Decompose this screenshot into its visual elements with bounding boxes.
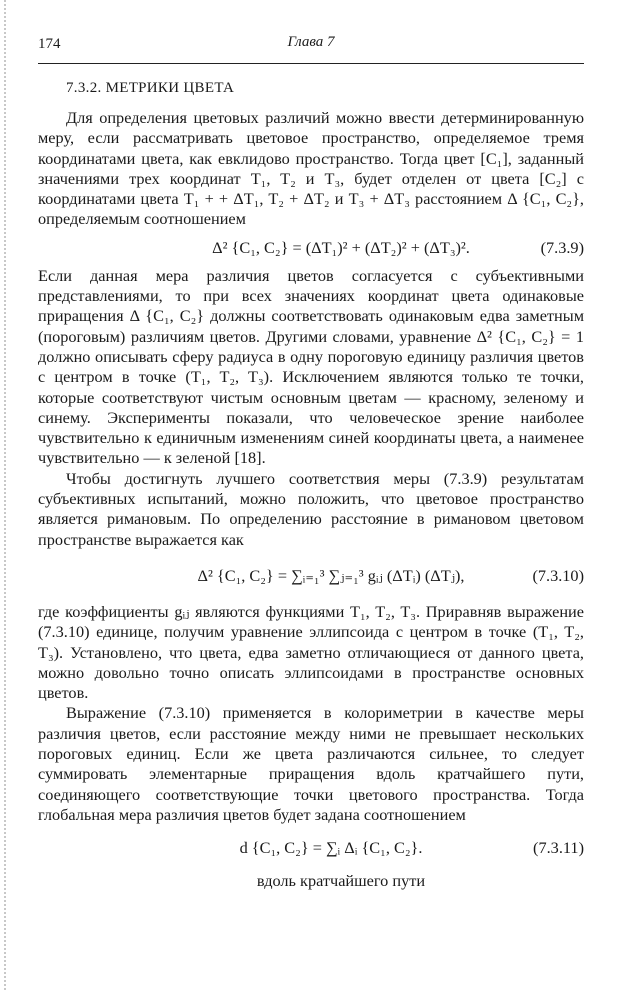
paragraph-5: Выражение (7.3.10) применяется в колориметрии в качестве меры различия цветов, если расстояние между ними не превышает нескольких пороговых единиц. Если же цвета различаются сильнее, то следует суммировать элементарные приращения вдоль кратчайшего пути, соединяющего соответствующие точки цветового пространства. Тогда глобальная мера различия цветов будет задана соотношением: [38, 703, 584, 824]
body-text: [38, 108, 584, 892]
equation-7-3-10: [78, 550, 584, 602]
equation-7-3-9: [98, 230, 584, 266]
page-header: [38, 28, 584, 50]
paragraph-3: Чтобы достигнуть лучшего соответствия меры (7.3.9) результатам субъективных испытаний, можно положить, что цветовое пространство является римановым. По определению расстояние в римановом цветовом пространстве выражается как: [38, 468, 584, 549]
equation-caption: вдоль кратчайшего пути: [256, 871, 426, 891]
equation-number: (7.3.9): [540, 237, 584, 257]
equation-expression: d {C₁, C₂} = ∑ᵢ Δᵢ {C₁, C₂}.: [239, 838, 423, 858]
paragraph-4: где коэффициенты gᵢⱼ являются функциями T₁, T₂, T₃. Приравняв выражение (7.3.10) единице, получим уравнение эллипсоида с центром в точке (T₁, T₂, T₃). Установлено, что цвета, едва заметно отличающиеся от данного цвета, можно довольно точно описать эллипсоидами в пространстве основных цветов.: [38, 601, 584, 703]
equation-7-3-11: [78, 825, 584, 871]
book-page: [38, 28, 584, 891]
equation-expression: Δ² {C₁, C₂} = ∑ᵢ₌₁³ ∑ⱼ₌₁³ gᵢⱼ (ΔTᵢ) (ΔTⱼ),: [197, 565, 465, 585]
page-number: 174: [38, 36, 61, 52]
header-rule: [38, 63, 584, 64]
equation-number: (7.3.10): [532, 565, 584, 585]
paragraph-1: Для определения цветовых различий можно ввести детерминированную меру, если рассматривать цветовое пространство, определяемое тремя координатами цвета, как евклидово пространство. Тогда цвет [C₁], заданный значениями трех координат T₁, T₂ и T₃, будет отделен от цвета [C₂] с координатами цвета T₁ + + ΔT₁, T₂ + ΔT₂ и T₃ + ΔT₃ расстоянием Δ {C₁, C₂}, определяемым соотношением: [38, 108, 584, 229]
page-edge: [4, 0, 6, 990]
equation-number: (7.3.11): [533, 838, 584, 858]
section-title: 7.3.2. МЕТРИКИ ЦВЕТА: [66, 80, 235, 96]
chapter-title: Глава 7: [287, 34, 335, 50]
paragraph-2: Если данная мера различия цветов согласуется с субъективными представлениями, то при всех значениях координат цвета одинаковые приращения Δ {C₁, C₂} должны соответствовать одинаковым едва заметным (пороговым) различиям цветов. Другими словами, уравнение Δ² {C₁, C₂} = 1 должно описывать сферу радиуса в одну пороговую единицу различия цветов с центром в точке (T₁, T₂, T₃). Исключением являются только те точки, которые соответствуют чистым основным цветам — красному, зеленому и синему. Эксперименты показали, что человеческое зрение наиболее чувствительно к единичным изменениям синей координаты цвета, а наименее чувствительно — к зеленой [18].: [38, 265, 584, 468]
equation-expression: Δ² {C₁, C₂} = (ΔT₁)² + (ΔT₂)² + (ΔT₃)².: [212, 237, 470, 257]
